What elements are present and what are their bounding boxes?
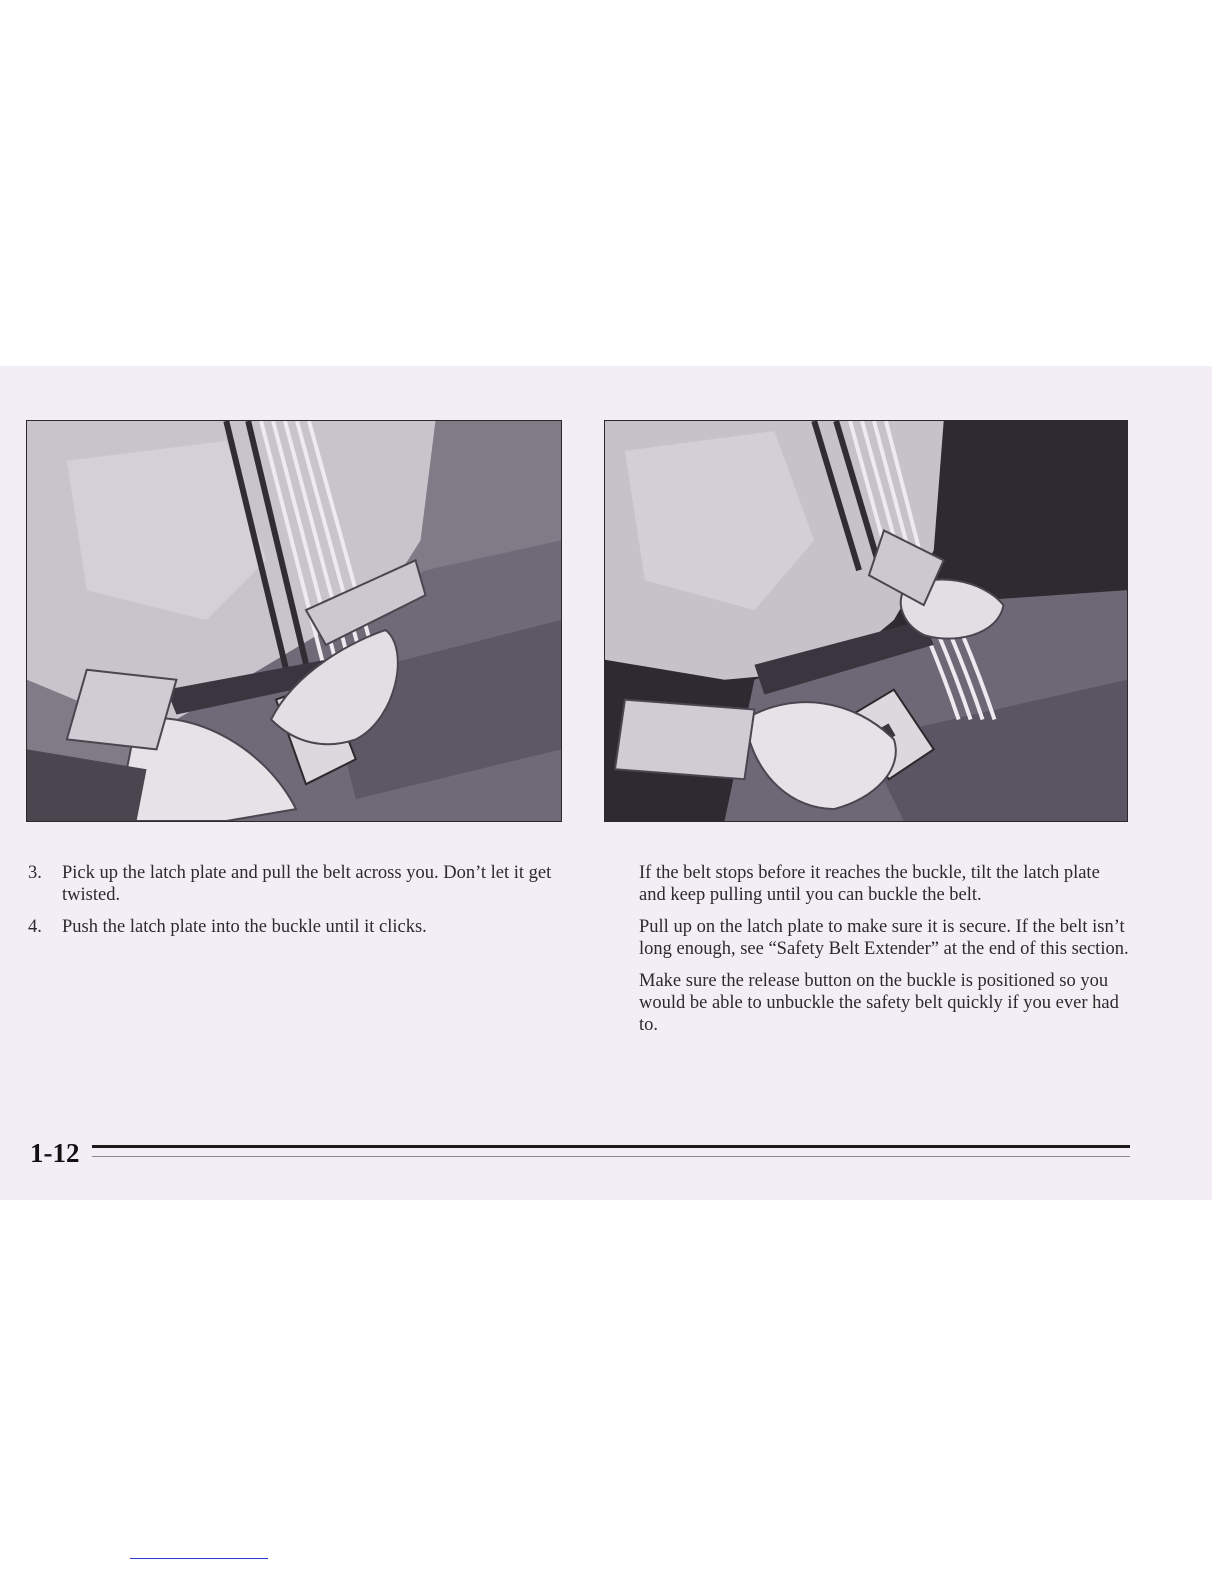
step-number: 4. <box>28 917 42 937</box>
paragraph: Pull up on the latch plate to make sure it is secure. If the belt isn’t long enough, see “Safety Belt Extender” at the end of this section. <box>639 917 1129 959</box>
steps-list <box>26 862 566 948</box>
step-text: Pick up the latch plate and pull the belt across you. Don’t let it get twisted. <box>62 863 552 905</box>
instructions-column <box>639 862 1129 1046</box>
illustration-tilt-latch-plate <box>604 420 1128 822</box>
manual-page <box>0 366 1212 1200</box>
illustration-drawing <box>605 421 1127 821</box>
page-number: 1-12 <box>30 1138 80 1168</box>
illustration-pull-belt <box>26 420 562 822</box>
paragraph: If the belt stops before it reaches the buckle, tilt the latch plate and keep pulling until you can buckle the belt. <box>639 863 1100 905</box>
step-text: Push the latch plate into the buckle until it clicks. <box>62 917 427 937</box>
illustration-drawing <box>27 421 561 821</box>
footer-rule-thin <box>92 1156 1130 1157</box>
step-item <box>26 862 566 906</box>
paragraph: Make sure the release button on the buckle is positioned so you would be able to unbuckle the safety belt quickly if you ever had to. <box>639 971 1119 1035</box>
footer-link-underline <box>130 1558 268 1559</box>
step-item <box>26 916 566 938</box>
step-number: 3. <box>28 863 42 883</box>
footer-rule <box>92 1145 1130 1148</box>
